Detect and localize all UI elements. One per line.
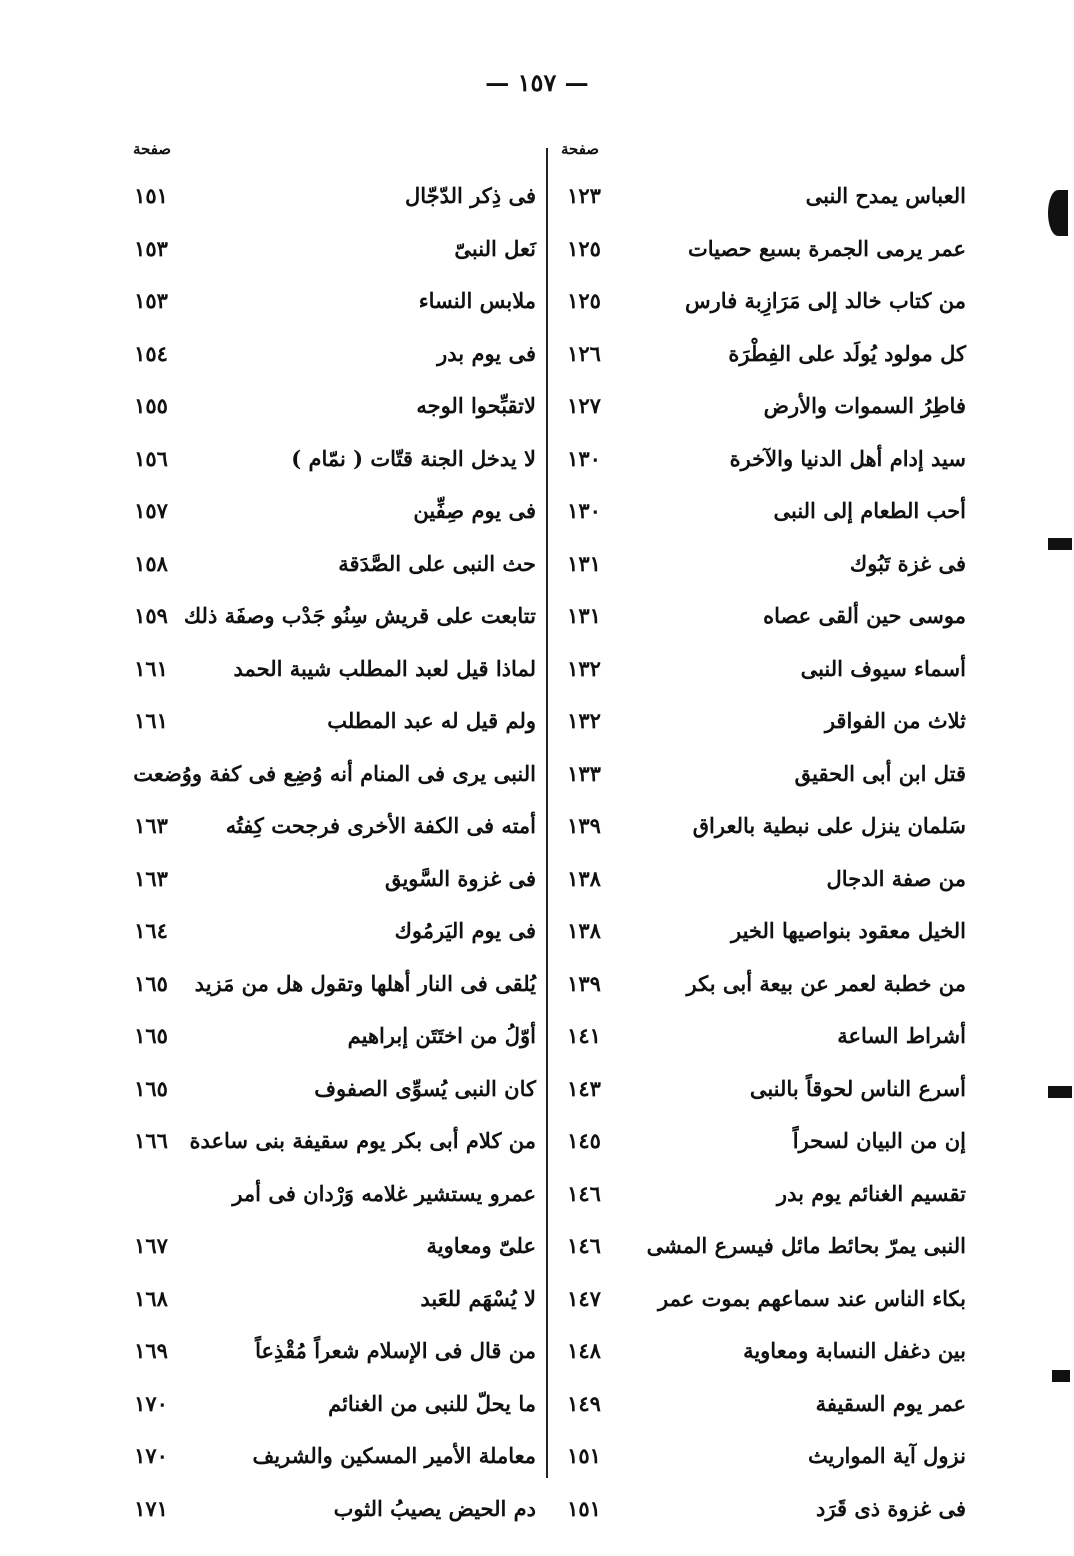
left-page: ١٦١ <box>134 708 168 733</box>
right-page: ١٤٣ <box>567 1075 601 1101</box>
left-title: حث النبى على الصَّدَقة <box>338 550 536 576</box>
index-row <box>0 333 1074 386</box>
left-title: لا يُسْهَم للعَبد <box>420 1285 536 1311</box>
left-title: فى غزوة السَّويق <box>384 865 536 891</box>
right-title: بكاء الناس عند سماعهم بموت عمر <box>658 1285 966 1311</box>
index-row <box>0 1225 1074 1278</box>
right-page: ١٤٦ <box>567 1180 601 1206</box>
left-page: ١٧١ <box>134 1495 168 1521</box>
right-title: العباس يمدح النبى <box>805 183 966 208</box>
index-row <box>0 1068 1074 1121</box>
left-title: كان النبى يُسوِّى الصفوف <box>314 1075 536 1101</box>
left-page: ١٥٥ <box>134 393 168 418</box>
left-page: ١٦٥ <box>134 1023 168 1048</box>
right-title: أشراط الساعة <box>837 1023 966 1048</box>
right-column-page-header: صفحة <box>560 140 600 158</box>
right-page: ١٤٦ <box>567 1233 601 1258</box>
left-title: يُلقى فى النار أهلها وتقول هل من مَزيد <box>194 970 536 996</box>
left-page: ١٥٩ <box>134 603 168 628</box>
right-title: أسماء سيوف النبى <box>800 655 966 681</box>
left-page: ١٦٦ <box>134 1128 168 1153</box>
right-title: عمر يرمى الجمرة بسبع حصيات <box>688 235 966 261</box>
right-page: ١٣٠ <box>567 445 601 471</box>
right-page: ١٤١ <box>567 1023 601 1048</box>
left-page: ١٦٧ <box>134 1233 168 1258</box>
right-title: ثلاث من الفواقر <box>824 708 966 733</box>
left-title: دم الحيض يصيبُ الثوب <box>333 1495 536 1521</box>
right-page: ١٢٣ <box>567 183 601 208</box>
page-number: — ١٥٧ — <box>485 68 589 97</box>
index-row <box>0 543 1074 596</box>
scan-edge-mark <box>1052 1370 1070 1382</box>
index-row <box>0 1330 1074 1383</box>
left-title: لا يدخل الجنة قتّات ( نمّام ) <box>291 445 536 471</box>
index-row <box>0 175 1074 228</box>
right-title: فاطِرُ السموات والأرض <box>763 393 966 418</box>
right-page: ١٣٨ <box>567 865 601 891</box>
index-row <box>0 753 1074 806</box>
left-title: ملابس النساء <box>418 288 536 313</box>
right-title: كل مولود يُولَد على الفِطْرَة <box>728 340 966 366</box>
right-page: ١٣١ <box>567 603 601 628</box>
left-page: ١٧٠ <box>134 1443 168 1468</box>
right-title: من خطبة لعمر عن بيعة أبى بكر <box>686 970 966 996</box>
left-page: ١٥٣ <box>134 235 168 261</box>
index-row <box>0 963 1074 1016</box>
left-page: ١٧٠ <box>134 1390 168 1416</box>
left-page: ١٥٣ <box>134 288 168 313</box>
right-page: ١٢٥ <box>567 288 601 313</box>
right-title: أحب الطعام إلى النبى <box>773 498 966 523</box>
scan-edge-mark <box>1048 1086 1072 1098</box>
right-page: ١٣١ <box>567 550 601 576</box>
right-title: نزول آية المواريث <box>807 1443 966 1468</box>
index-row <box>0 438 1074 491</box>
right-page: ١٢٧ <box>567 393 601 418</box>
right-title: موسى حين ألقى عصاه <box>763 603 966 628</box>
right-title: إن من البيان لسحراً <box>792 1128 966 1153</box>
right-page: ١٤٩ <box>567 1390 601 1416</box>
index-row <box>0 1488 1074 1541</box>
right-page: ١٣٠ <box>567 498 601 523</box>
right-page: ١٣٣ <box>567 760 601 786</box>
scan-edge-mark <box>1048 190 1068 236</box>
index-row <box>0 700 1074 753</box>
right-title: من كتاب خالد إلى مَرَازِبة فارس <box>685 288 966 313</box>
index-row <box>0 490 1074 543</box>
left-title: من قال فى الإسلام شعراً مُقْذِعاً <box>255 1338 536 1363</box>
left-title: لاتقبِّحوا الوجه <box>416 393 536 418</box>
left-page: ١٦٣ <box>134 813 168 838</box>
right-page: ١٣٩ <box>567 970 601 996</box>
left-page: ١٦٣ <box>134 865 168 891</box>
index-row <box>0 1015 1074 1068</box>
left-page: ١٥٨ <box>134 550 168 576</box>
left-page: ١٦٥ <box>134 1075 168 1101</box>
right-title: قتل ابن أبى الحقيق <box>794 760 966 786</box>
right-page: ١٥١ <box>567 1495 601 1521</box>
left-column-page-header: صفحة <box>132 140 172 158</box>
right-title: أسرع الناس لحوقاً بالنبى <box>749 1075 966 1101</box>
left-page: ١٦١ <box>134 655 168 681</box>
left-title: ما يحلّ للنبى من الغنائم <box>328 1390 536 1416</box>
right-page: ١٤٨ <box>567 1338 601 1363</box>
index-row <box>0 385 1074 438</box>
right-title: سَلمان ينزل على نبطية بالعراق <box>692 813 966 838</box>
index-table <box>0 175 1074 1540</box>
left-title: فى يوم صِفِّين <box>413 498 536 523</box>
left-title: فى ذِكر الدّجّال <box>405 183 536 208</box>
right-title: سيد إدام أهل الدنيا والآخرة <box>729 445 966 471</box>
left-page: ١٥٤ <box>134 340 168 366</box>
left-title: النبى يرى فى المنام أنه وُضِع فى كفة ووُضعت <box>133 760 536 786</box>
right-page: ١٥١ <box>567 1443 601 1468</box>
index-row <box>0 1278 1074 1331</box>
index-row <box>0 1120 1074 1173</box>
right-title: تقسيم الغنائم يوم بدر <box>776 1180 966 1206</box>
right-page: ١٤٥ <box>567 1128 601 1153</box>
right-title: النبى يمرّ بحائط مائل فيسرع المشى <box>646 1233 966 1258</box>
left-title: علىّ ومعاوية <box>426 1233 536 1258</box>
right-page: ١٣٨ <box>567 918 601 943</box>
right-title: فى غزوة ذى قَرَد <box>816 1495 966 1521</box>
left-page: ١٥٦ <box>134 445 168 471</box>
left-title: ولم قيل له عبد المطلب <box>327 708 536 733</box>
left-page: ١٦٤ <box>134 918 168 943</box>
scan-edge-mark <box>1048 538 1072 550</box>
right-page: ١٣٩ <box>567 813 601 838</box>
right-title: من صفة الدجال <box>826 865 966 891</box>
index-row <box>0 280 1074 333</box>
left-title: نَعل النبىّ <box>454 235 536 261</box>
left-title: فى يوم بدر <box>437 340 536 366</box>
left-title: أمته فى الكفة الأخرى فرجحت كِفتُه <box>225 813 536 838</box>
left-page: ١٦٥ <box>134 970 168 996</box>
right-title: فى غزة تَبُوك <box>849 550 966 576</box>
left-title: من كلام أبى بكر يوم سقيفة بنى ساعدة <box>189 1128 536 1153</box>
right-page: ١٢٥ <box>567 235 601 261</box>
left-title: تتابعت على قريش سِنُو جَدْب وصفَة ذلك <box>183 603 536 628</box>
left-title: لماذا قيل لعبد المطلب شيبة الحمد <box>233 655 536 681</box>
index-row <box>0 595 1074 648</box>
index-row <box>0 1383 1074 1436</box>
index-row <box>0 1435 1074 1488</box>
right-page: ١٤٧ <box>567 1285 601 1311</box>
right-title: عمر يوم السقيفة <box>815 1390 966 1416</box>
right-title: بين دغفل النسابة ومعاوية <box>743 1338 966 1363</box>
left-title: فى يوم اليَرمُوك <box>394 918 536 943</box>
right-title: الخيل معقود بنواصيها الخير <box>731 918 966 943</box>
index-row <box>0 648 1074 701</box>
index-row <box>0 1173 1074 1226</box>
left-page: ١٦٨ <box>134 1285 168 1311</box>
left-title: عمرو يستشير غلامه وَرْدان فى أمر <box>232 1180 536 1206</box>
index-row <box>0 805 1074 858</box>
left-page: ١٥٧ <box>134 498 168 523</box>
right-page: ١٣٢ <box>567 655 601 681</box>
left-page: ١٥١ <box>134 183 168 208</box>
left-page: ١٦٩ <box>134 1338 168 1363</box>
left-title: أوّلُ من اختَتَن إبراهيم <box>347 1023 536 1048</box>
left-title: معاملة الأمير المسكين والشريف <box>252 1443 536 1468</box>
right-page: ١٢٦ <box>567 340 601 366</box>
index-row <box>0 910 1074 963</box>
index-row <box>0 228 1074 281</box>
right-page: ١٣٢ <box>567 708 601 733</box>
index-row <box>0 858 1074 911</box>
